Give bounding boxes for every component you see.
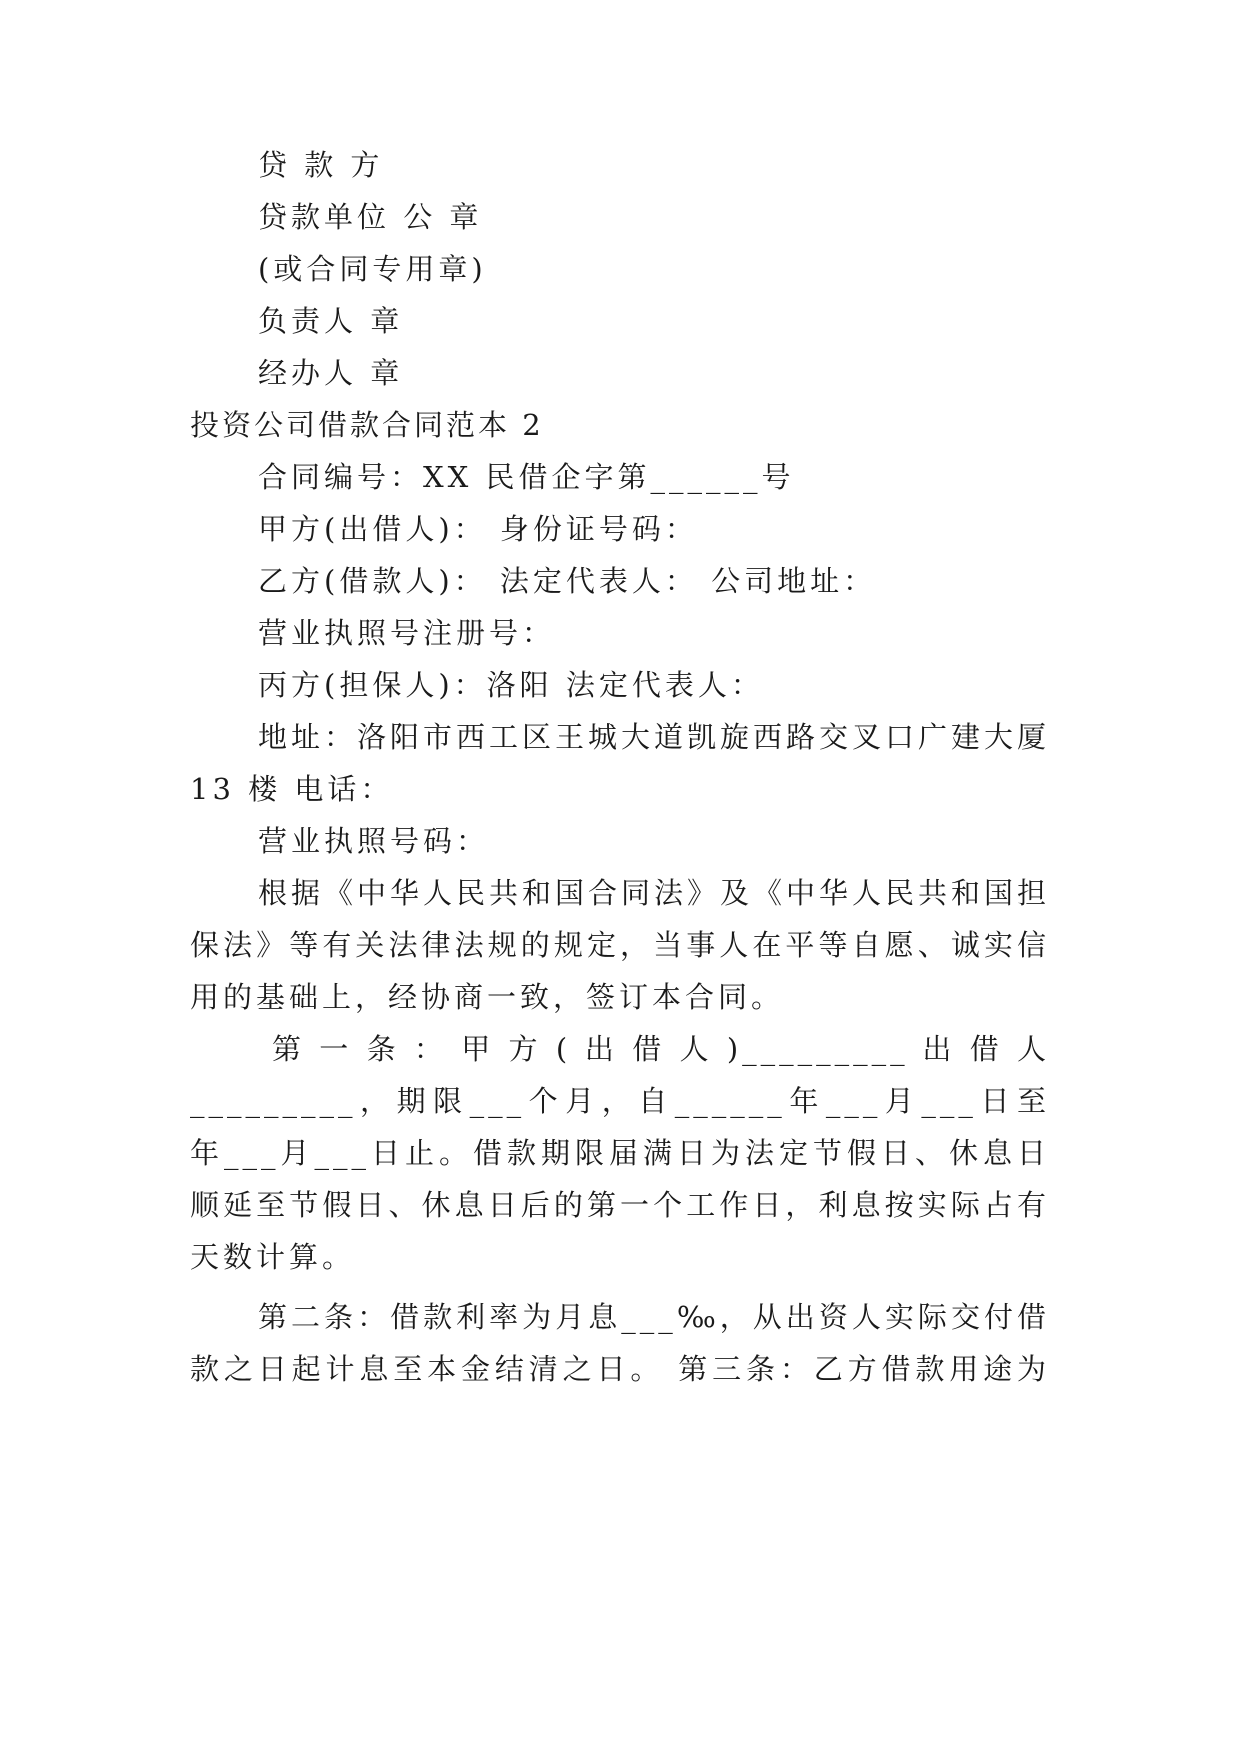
article-1-line-1: 第 一 条 ： 甲 方 ( 出 借 人 )_________ 出 借 人 [272, 1032, 1050, 1066]
contract-seal-note: (或合同专用章) [258, 252, 487, 286]
article-1-line-2: _________，期限___个月，自______年___月___日至 [190, 1084, 1050, 1118]
party-a: 甲方(出借人)： 身份证号码： [258, 512, 698, 546]
lender-unit-seal: 贷款单位 公 章 [258, 200, 483, 234]
preamble-line-2: 保法》等有关法律法规的规定，当事人在平等自愿、诚实信 [190, 928, 1050, 962]
handler-seal: 经办人 章 [258, 356, 404, 390]
preamble-line-3: 用的基础上，经协商一致，签订本合同。 [190, 980, 785, 1014]
license-registration: 营业执照号注册号： [258, 616, 556, 650]
article-2-line-1: 第二条：借款利率为月息___‰，从出资人实际交付借 [258, 1300, 1050, 1334]
party-c: 丙方(担保人)：洛阳 法定代表人： [258, 668, 764, 702]
document-title: 投资公司借款合同范本 2 [190, 408, 544, 442]
article-2-line-2: 款之日起计息至本金结清之日。 第三条：乙方借款用途为 [190, 1352, 1050, 1386]
article-1-line-3: 年___月___日止。借款期限届满日为法定节假日、休息日 [190, 1136, 1050, 1170]
lender-heading: 贷 款 方 [258, 148, 384, 182]
address-line-1: 地址：洛阳市西工区王城大道凯旋西路交叉口广建大厦 [258, 720, 1050, 754]
article-1-line-4: 顺延至节假日、休息日后的第一个工作日，利息按实际占有 [190, 1188, 1050, 1222]
license-number: 营业执照号码： [258, 824, 490, 858]
article-1-line-5: 天数计算。 [190, 1240, 356, 1274]
address-line-2: 13 楼 电话： [190, 772, 394, 806]
party-b: 乙方(借款人)： 法定代表人： 公司地址： [258, 564, 877, 598]
responsible-seal: 负责人 章 [258, 304, 404, 338]
preamble-line-1: 根据《中华人民共和国合同法》及《中华人民共和国担 [258, 876, 1050, 910]
contract-number: 合同编号：XX 民借企字第______号 [258, 460, 795, 494]
